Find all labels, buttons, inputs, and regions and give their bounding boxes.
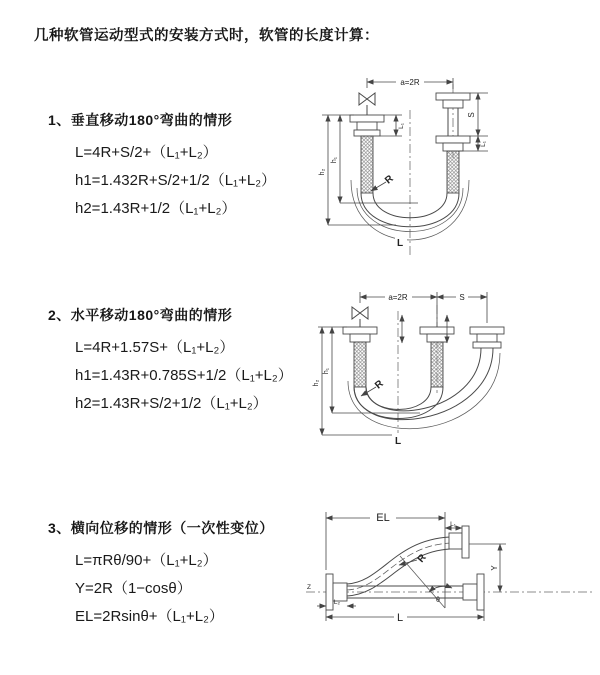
dim-label-l: L (396, 612, 404, 624)
diagram-lateral-displacement (300, 500, 600, 650)
dim-label-a2r: a=2R (400, 78, 420, 87)
formula-line: EL=2Rsinθ+（L₁+L₂） (75, 608, 224, 625)
diagram-vertical-180 (310, 68, 600, 263)
centerline-mark: Z (307, 584, 311, 591)
dim-label-a2r: a=2R (388, 293, 408, 302)
dim-label-el: EL (376, 512, 390, 524)
hose-centerline (347, 543, 450, 590)
dim-label-l1-right: L₁ (480, 141, 487, 147)
page-title: 几种软管运动型式的安装方式时，软管的长度计算： (34, 28, 379, 44)
right-flange-plate (477, 574, 484, 610)
left-flange-plate (326, 574, 333, 610)
hose-upper-wall (347, 537, 450, 584)
middle-braid-section (431, 342, 443, 387)
formula-line: h1=1.432R+S/2+1/2（L₁+L₂） (75, 172, 277, 189)
formula-line: L=πRθ/90+（L₁+L₂） (75, 552, 218, 569)
hose-lower-wall (347, 549, 450, 596)
formula-line: L=4R+S/2+（L₁+L₂） (75, 144, 218, 161)
formula-line: Y=2R（1−cosθ） (75, 580, 192, 597)
diagram-horizontal-180 (310, 283, 600, 463)
section-3-heading: 3、横向位移的情形（一次性变位） (48, 520, 274, 536)
left-braid-section (354, 342, 366, 387)
right-flange-plate (470, 327, 504, 334)
section-horizontal-180 (48, 305, 293, 418)
section-1-formulas (75, 139, 276, 223)
right-fitting (473, 342, 501, 348)
angle-arc (429, 586, 452, 592)
hose-inner-wall (366, 387, 431, 410)
left-braid-section (361, 136, 373, 193)
formula-line: h2=1.43R+1/2（L₁+L₂） (75, 200, 237, 217)
dim-label-l1: L₁ (450, 521, 456, 528)
r-leader-line (361, 387, 376, 396)
dim-label-l1-left: L₁ (398, 123, 405, 129)
middle-flange-neck (427, 334, 447, 342)
angle-label: θ (436, 597, 440, 604)
right-lower-flange-plate (436, 136, 470, 143)
valve-icon (352, 307, 368, 319)
dim-label-l2: L₂ (333, 599, 341, 606)
right-braid-section (447, 151, 459, 193)
right-lower-flange-neck (443, 143, 463, 151)
left-flange-neck (357, 122, 377, 130)
left-fitting (354, 130, 380, 136)
section-2-formulas (75, 334, 293, 418)
right-top-flange-neck (443, 100, 463, 108)
formula-line: L=4R+1.57S+（L₁+L₂） (75, 339, 235, 356)
dim-label-h2: h₂ (313, 379, 320, 387)
dim-label-s: S (467, 112, 476, 118)
right-flange-hub (463, 584, 477, 600)
section-vertical-180 (48, 110, 276, 223)
formula-line: h1=1.43R+0.785S+1/2（L₁+L₂） (75, 367, 293, 384)
right-top-flange-plate (436, 93, 470, 100)
left-flange-plate (350, 115, 384, 122)
left-flange-plate (343, 327, 377, 334)
section-lateral-displacement (48, 518, 274, 631)
dim-label-s: S (459, 293, 465, 302)
section-2-heading: 2、水平移动180°弯曲的情形 (48, 307, 233, 323)
dim-label-y: Y (490, 565, 499, 571)
section-3-formulas (75, 547, 274, 631)
formula-line: h2=1.43R+S/2+1/2（L₁+L₂） (75, 395, 268, 412)
radius-label: R (415, 552, 429, 565)
dim-label-h2: h₂ (319, 168, 326, 176)
valve-icon (359, 93, 375, 105)
middle-flange-plate (420, 327, 454, 334)
radius-label: R (373, 378, 386, 392)
left-flange-neck (350, 334, 370, 342)
dim-label-h1: h₁ (323, 367, 330, 375)
length-label: L (397, 238, 404, 249)
hose-moved-inner-wall (366, 348, 481, 411)
upper-flange-plate (462, 526, 469, 558)
right-flange-neck (477, 334, 497, 342)
length-label: L (395, 436, 402, 447)
r-leader-line (399, 560, 417, 565)
upper-flange-hub (449, 533, 462, 549)
section-1-heading: 1、垂直移动180°弯曲的情形 (48, 112, 233, 128)
radius-label: R (383, 173, 396, 187)
dim-label-h1: h₁ (331, 156, 338, 164)
